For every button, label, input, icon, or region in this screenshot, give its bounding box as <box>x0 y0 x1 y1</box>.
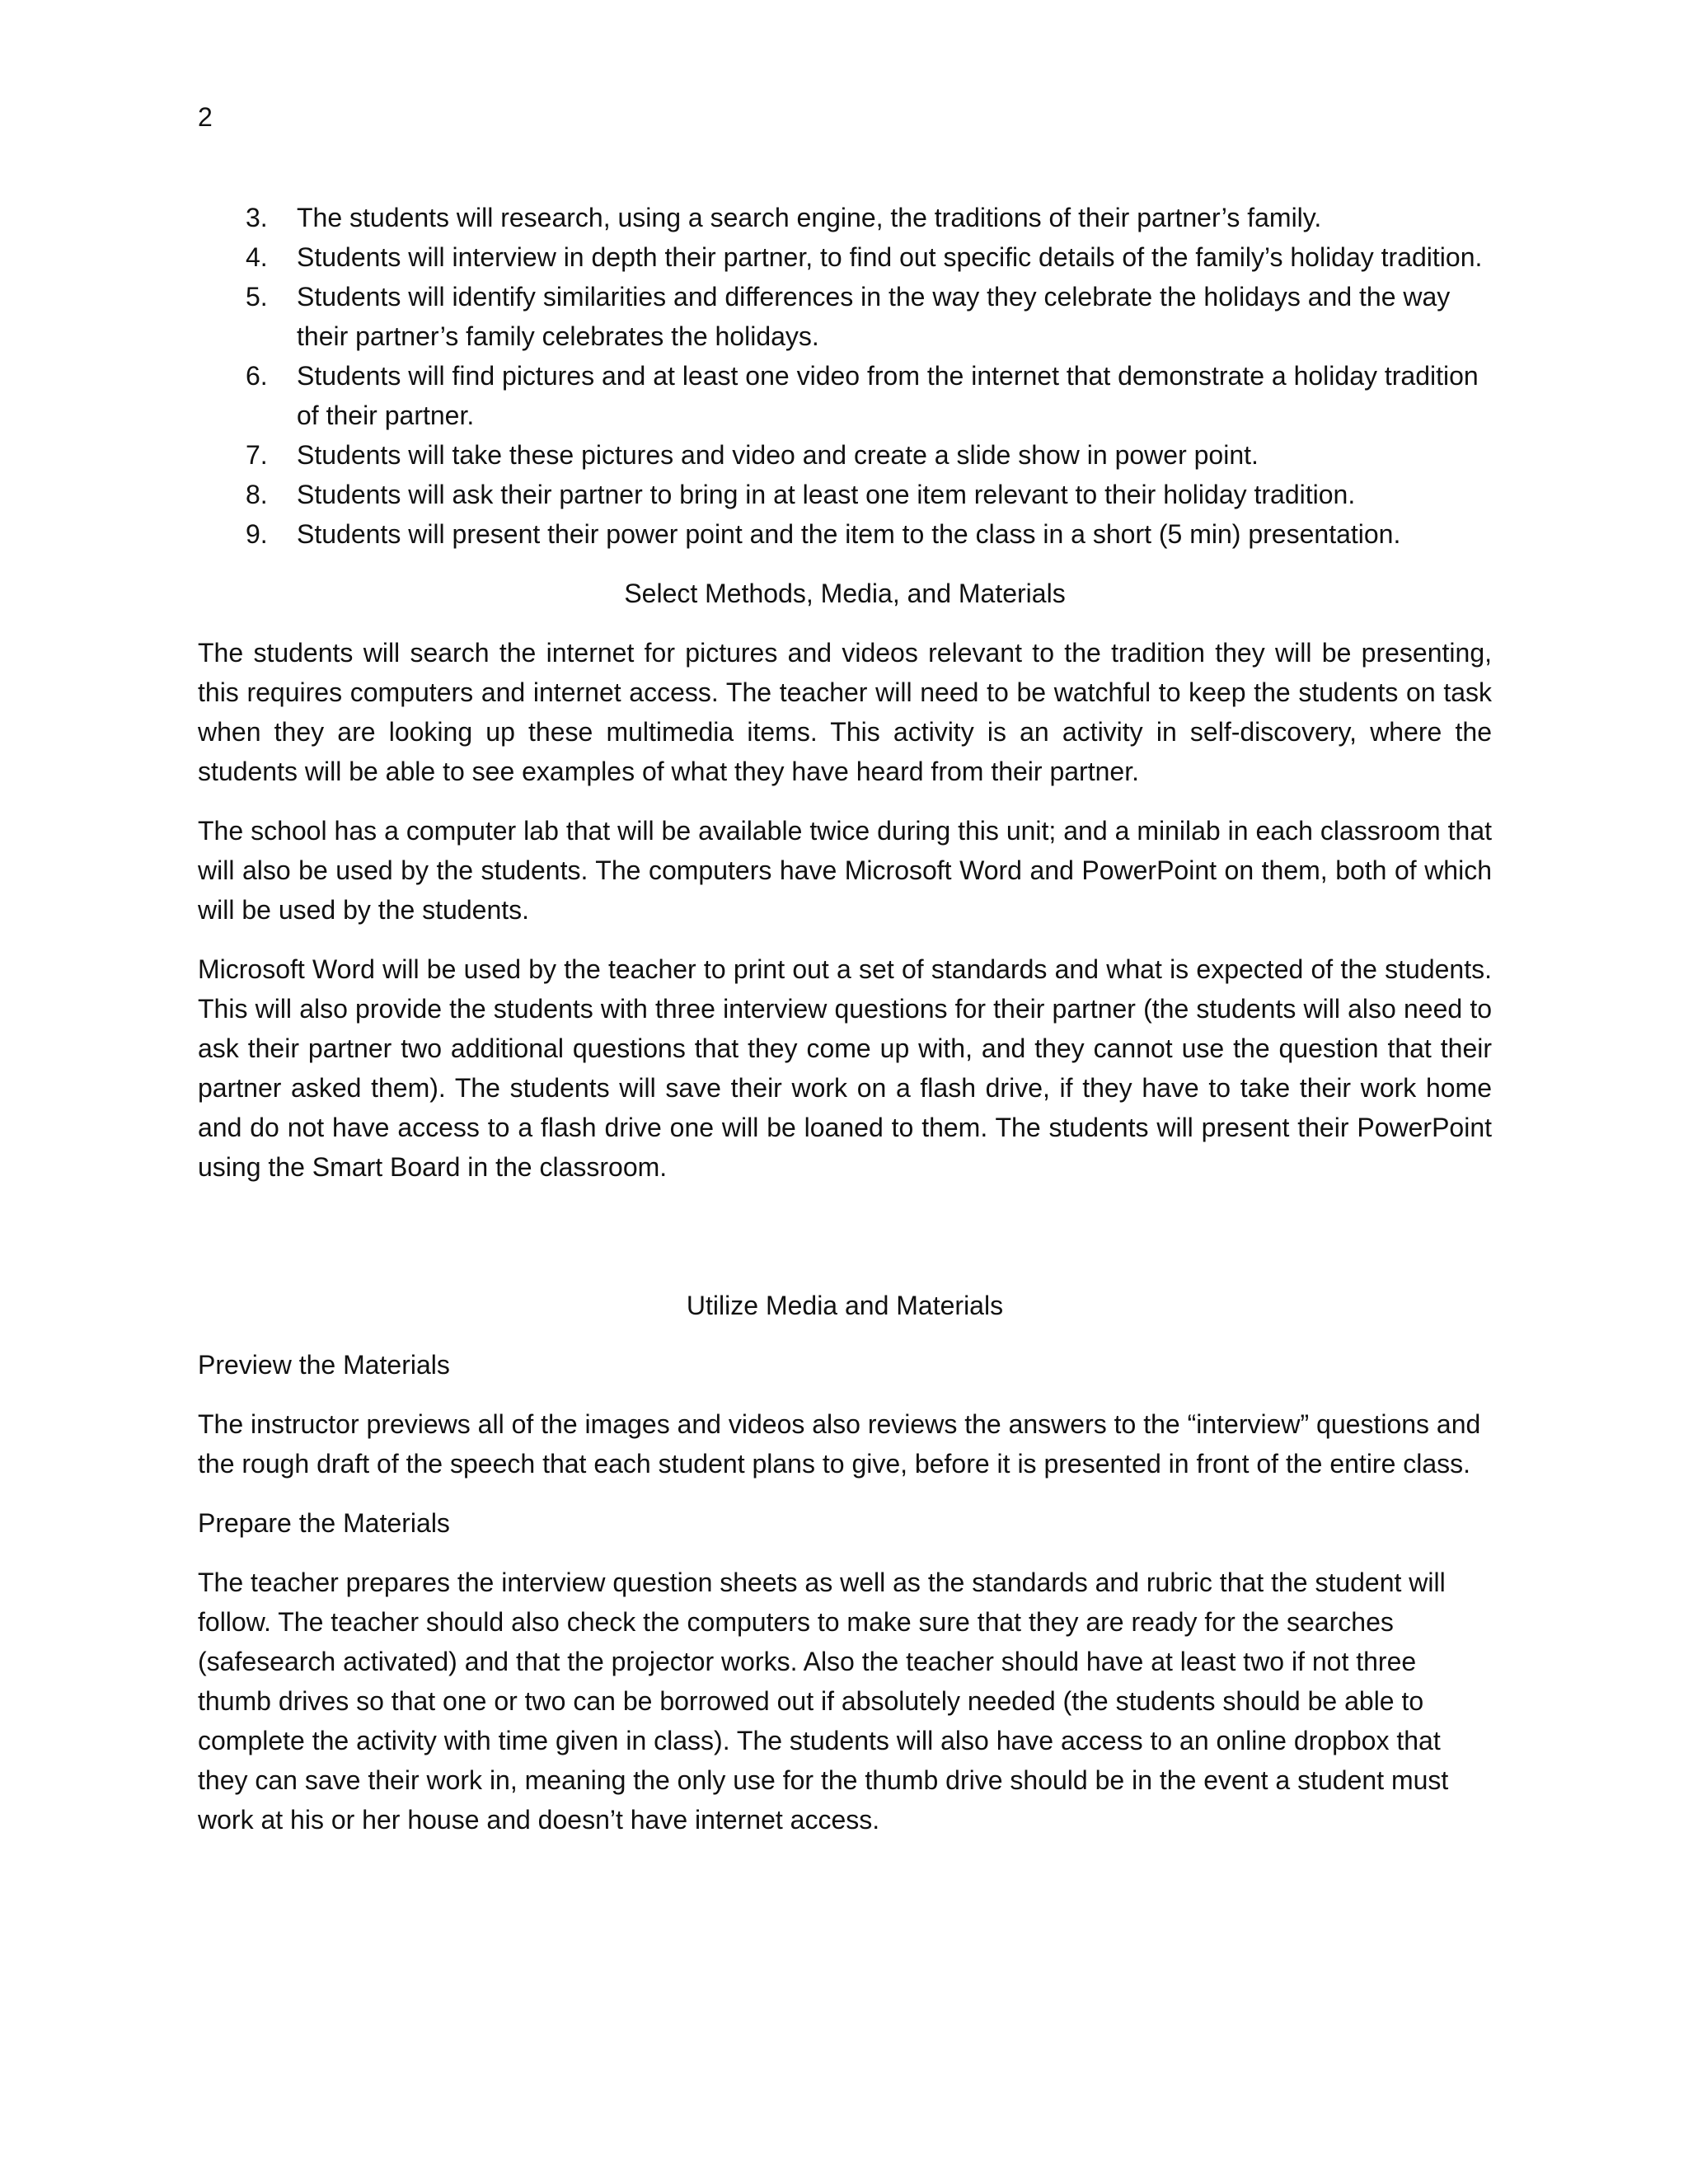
utilize-heading: Utilize Media and Materials <box>686 1291 1004 1320</box>
list-item <box>198 475 1492 514</box>
list-item-number: 7. <box>246 440 268 470</box>
list-item-number: 4. <box>246 242 268 272</box>
prepare-heading: Prepare the Materials <box>198 1508 450 1538</box>
section-spacer <box>198 1207 1492 1266</box>
list-item <box>198 435 1492 475</box>
methods-paragraph: The school has a computer lab that will be available twice during this unit; and a minilab in each classroom that will also be used by the students. The computers have Microsoft Word and PowerPoint on them, both of which will be used by the students. <box>198 816 1492 925</box>
prepare-paragraph: The teacher prepares the interview question sheets as well as the standards and rubric that the student will follow. The teacher should also check the computers to make sure that they are ready for the searches (safesearch activated) and that the projector works. Also the teacher should have at least two if not three thumb drives so that one or two can be borrowed out if absolutely needed (the students should be able to complete the activity with time given in class). The students will also have access to an online dropbox that they can save their work in, meaning the only use for the thumb drive should be in the event a student must work at his or her house and doesn’t have internet access. <box>198 1568 1449 1835</box>
list-item <box>198 277 1492 356</box>
list-item-text: The students will research, using a search engine, the traditions of their partner’s family. <box>297 203 1322 232</box>
list-item-text: Students will present their power point and the item to the class in a short (5 min) presentation. <box>297 519 1401 549</box>
list-item-text: Students will ask their partner to bring in at least one item relevant to their holiday tradition. <box>297 480 1356 509</box>
list-item-text: Students will identify similarities and differences in the way they celebrate the holidays and the way their partner’s family celebrates the holidays. <box>297 282 1451 351</box>
list-item-number: 5. <box>246 282 268 312</box>
list-item-number: 9. <box>246 519 268 549</box>
preview-paragraph: The instructor previews all of the images and videos also reviews the answers to the “interview” questions and the rough draft of the speech that each student plans to give, before it is presented in front of the entire class. <box>198 1409 1481 1479</box>
page-content <box>198 198 1492 1859</box>
list-item-text: Students will take these pictures and video and create a slide show in power point. <box>297 440 1259 470</box>
list-item <box>198 356 1492 435</box>
list-item <box>198 198 1492 237</box>
list-item <box>198 237 1492 277</box>
methods-paragraph: Microsoft Word will be used by the teacher to print out a set of standards and what is expected of the students. This will also provide the students with three interview questions for their partner (the students will also need to ask their partner two additional questions that they come up with, and they cannot use the question that their partner asked them). The students will save their work on a flash drive, if they have to take their work home and do not have access to a flash drive one will be loaned to them. The students will present their PowerPoint using the Smart Board in the classroom. <box>198 954 1492 1182</box>
list-item-number: 6. <box>246 361 268 391</box>
methods-paragraph: The students will search the internet for pictures and videos relevant to the tradition they will be presenting, this requires computers and internet access. The teacher will need to be watchful to keep the students on task when they are looking up these multimedia items. This activity is an activity in self-discovery, where the students will be able to see examples of what they have heard from their partner. <box>198 638 1492 786</box>
methods-heading: Select Methods, Media, and Materials <box>624 579 1066 608</box>
list-item <box>198 514 1492 554</box>
preview-heading: Preview the Materials <box>198 1350 450 1380</box>
list-item-text: Students will find pictures and at least one video from the internet that demonstrate a holiday tradition of their partner. <box>297 361 1479 430</box>
page-number: 2 <box>198 102 213 132</box>
list-item-number: 8. <box>246 480 268 509</box>
list-item-number: 3. <box>246 203 268 232</box>
steps-list <box>198 198 1492 554</box>
list-item-text: Students will interview in depth their partner, to find out specific details of the family’s holiday tradition. <box>297 242 1483 272</box>
